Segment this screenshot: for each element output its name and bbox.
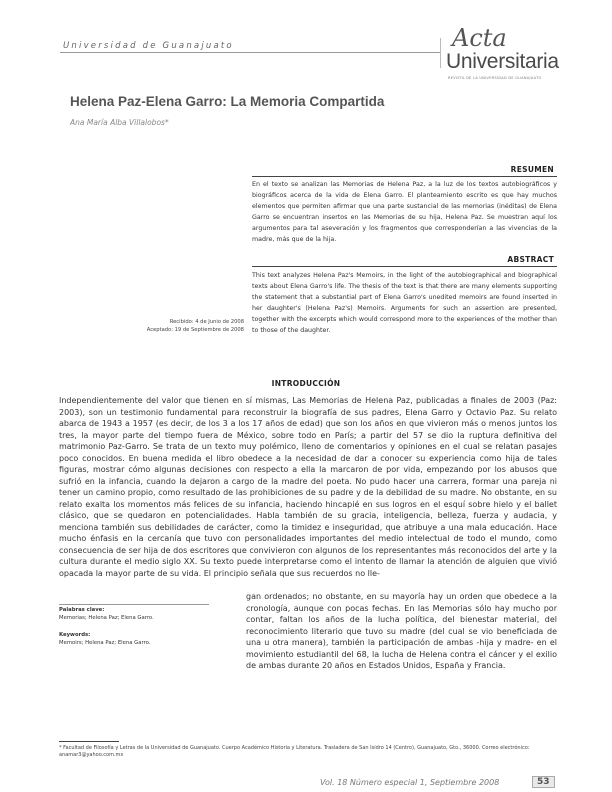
footnote-rule [59,741,119,742]
resumen-text: En el texto se analizan las Memorias de Helena Paz, a la luz de los textos autobiográficos y biográficos acerca de la vida de Elena Garro. El planteamiento escrito es que hay muchos elementos que permiten afirmar que una parte sustancial de las memorias (inéditas) de Elena Garro se encuentran insertos en las Memorias de su hija, Helena Paz. Se muestran aquí los argumentos para tal aseveración y los fragmentos que corresponderían a las vivencias de la madre, más que de la hija. [252,181,557,243]
logo-subtitle: REVISTA DE LA UNIVERSIDAD DE GUANAJUATO [448,76,542,80]
accepted-date: Aceptado: 19 de Septiembre de 2008 [146,327,244,334]
abstract-heading: ABSTRACT [507,255,554,264]
issue-info: Vol. 18 Número especial 1, Septiembre 2008 [320,778,500,787]
introduccion-text: Independientemente del valor que tienen en sí mismas, Las Memorias de Helena Paz, publicadas a finales de 2003 (Paz: 2003), son un testimonio fundamental para reconstruir la biografía de sus padres, Elena Garro y Octavio Paz. Su relato abarca de 1943 a 1957 (es decir, de los 3 a los 17 años de edad) que son los años en que vivieron más o menos juntos los tres, la mayor parte del tiempo fuera de México, sobre todo en París; a partir del 57 se dio la ruptura definitiva del matrimonio Paz-Garro. Se trata de un texto muy polémico, lleno de comentarios y opiniones en el cual se relatan pasajes poco conocidos. En buena medida el libro obedece a la necesidad de dar a conocer su experiencia como hija de tales figuras, mostrar cómo algunas decisiones con respecto a ella la marcaron de por vida, empezando por los abusos que sufrió en la infancia, cuando la dejaron a cargo de la madre del poeta. No pudo hacer una carrera, formar una pareja ni tener un camino propio, como resultado de las prohibiciones de su padre y de la debilidad de su madre. No obstante, en su relato exalta los momentos más felices de su infancia, haciendo hincapié en sus logros en el esquí sobre hielo y el ballet clásico, que se quedaron en potencialidades. Habla también de su gracia, inteligencia, belleza, fuerza y audacia, y menciona también sus debilidades de carácter, como la timidez e inseguridad, que atribuye a una mala educación. Hace mucho énfasis en la cercanía que tuvo con personalidades importantes del medio intelectual de todo el mundo, como consecuencia de ser hija de dos escritores que convivieron con algunos de los representantes más reconocidos del arte y la cultura durante el medio siglo XX. Su texto puede interpretarse como el intento de llamar la atención de alguien que vivió opacada la mayor parte de su vida. El principio señala que sus recuerdos no lle- [59,396,557,578]
logo-universitaria: Universitaria [446,50,559,73]
keywords-block [59,604,209,648]
keywords-en-label: Keywords: [59,631,91,638]
article-dates [147,318,244,334]
university-name: Universidad de Guanajuato [63,41,234,51]
keywords-rule-top [59,604,209,605]
header-divider [440,38,441,68]
logo-acta: Acta [452,24,507,52]
header-rule [60,52,440,53]
keywords-es-values: Memorias; Helena Paz; Elena Garro. [59,615,154,622]
article-author: Ana María Alba Villalobos* [70,118,169,127]
page-number: 53 [532,776,555,788]
journal-logo [446,22,566,82]
resumen-heading: RESUMEN [510,165,554,174]
keywords-es-label: Palabras clave: [59,607,105,613]
footnote: * Facultad de Filosofía y Letras de la Universidad de Guanajuato. Cuerpo Académico Historia y Literatura. Trasladera de San Isidro 14 (Centro), Guanajuato, Gto., 36000. Correo electrónico: anamar3@yahoo.com.mx [59,745,530,758]
resumen-rule [252,176,557,177]
introduccion-heading: INTRODUCCIÓN [271,379,341,388]
received-date: Recibido: 4 de Junio de 2008 [169,319,244,325]
article-title: Helena Paz-Elena Garro: La Memoria Compartida [70,94,385,109]
abstract-rule [252,266,557,267]
abstract-text: This text analyzes Helena Paz's Memoirs, in the light of the autobiographical and biographical texts about Elena Garro's life. The thesis of the text is that there are many elements supporting the statement that a substantial part of Elena Garro's unedited memoirs are found inserted in her daughter's (Helena Paz's) Memoirs. Arguments for such an assertion are presented, together with the excerpts which would correspond more to the experiences of the mother than to those of the daughter. [252,272,557,334]
introduccion-text-continued: gan ordenados; no obstante, en su mayoría hay un orden que obedece a la cronología, aunque con pocas fechas. En las Memorias sólo hay mucho por contar, faltan los años de la lucha política, del bienestar material, del reconocimiento literario que tuvo su madre (del cual se vio beneficiada de una u otra manera), también la participación de ambas -hija y madre- en el movimiento estudiantil del 68, la lucha de Helena contra el cáncer y el exilio de ambas durante 20 años en Estados Unidos, España y Francia. [246,592,557,671]
keywords-en-values: Memoirs; Helena Paz; Elena Garro. [59,640,151,647]
